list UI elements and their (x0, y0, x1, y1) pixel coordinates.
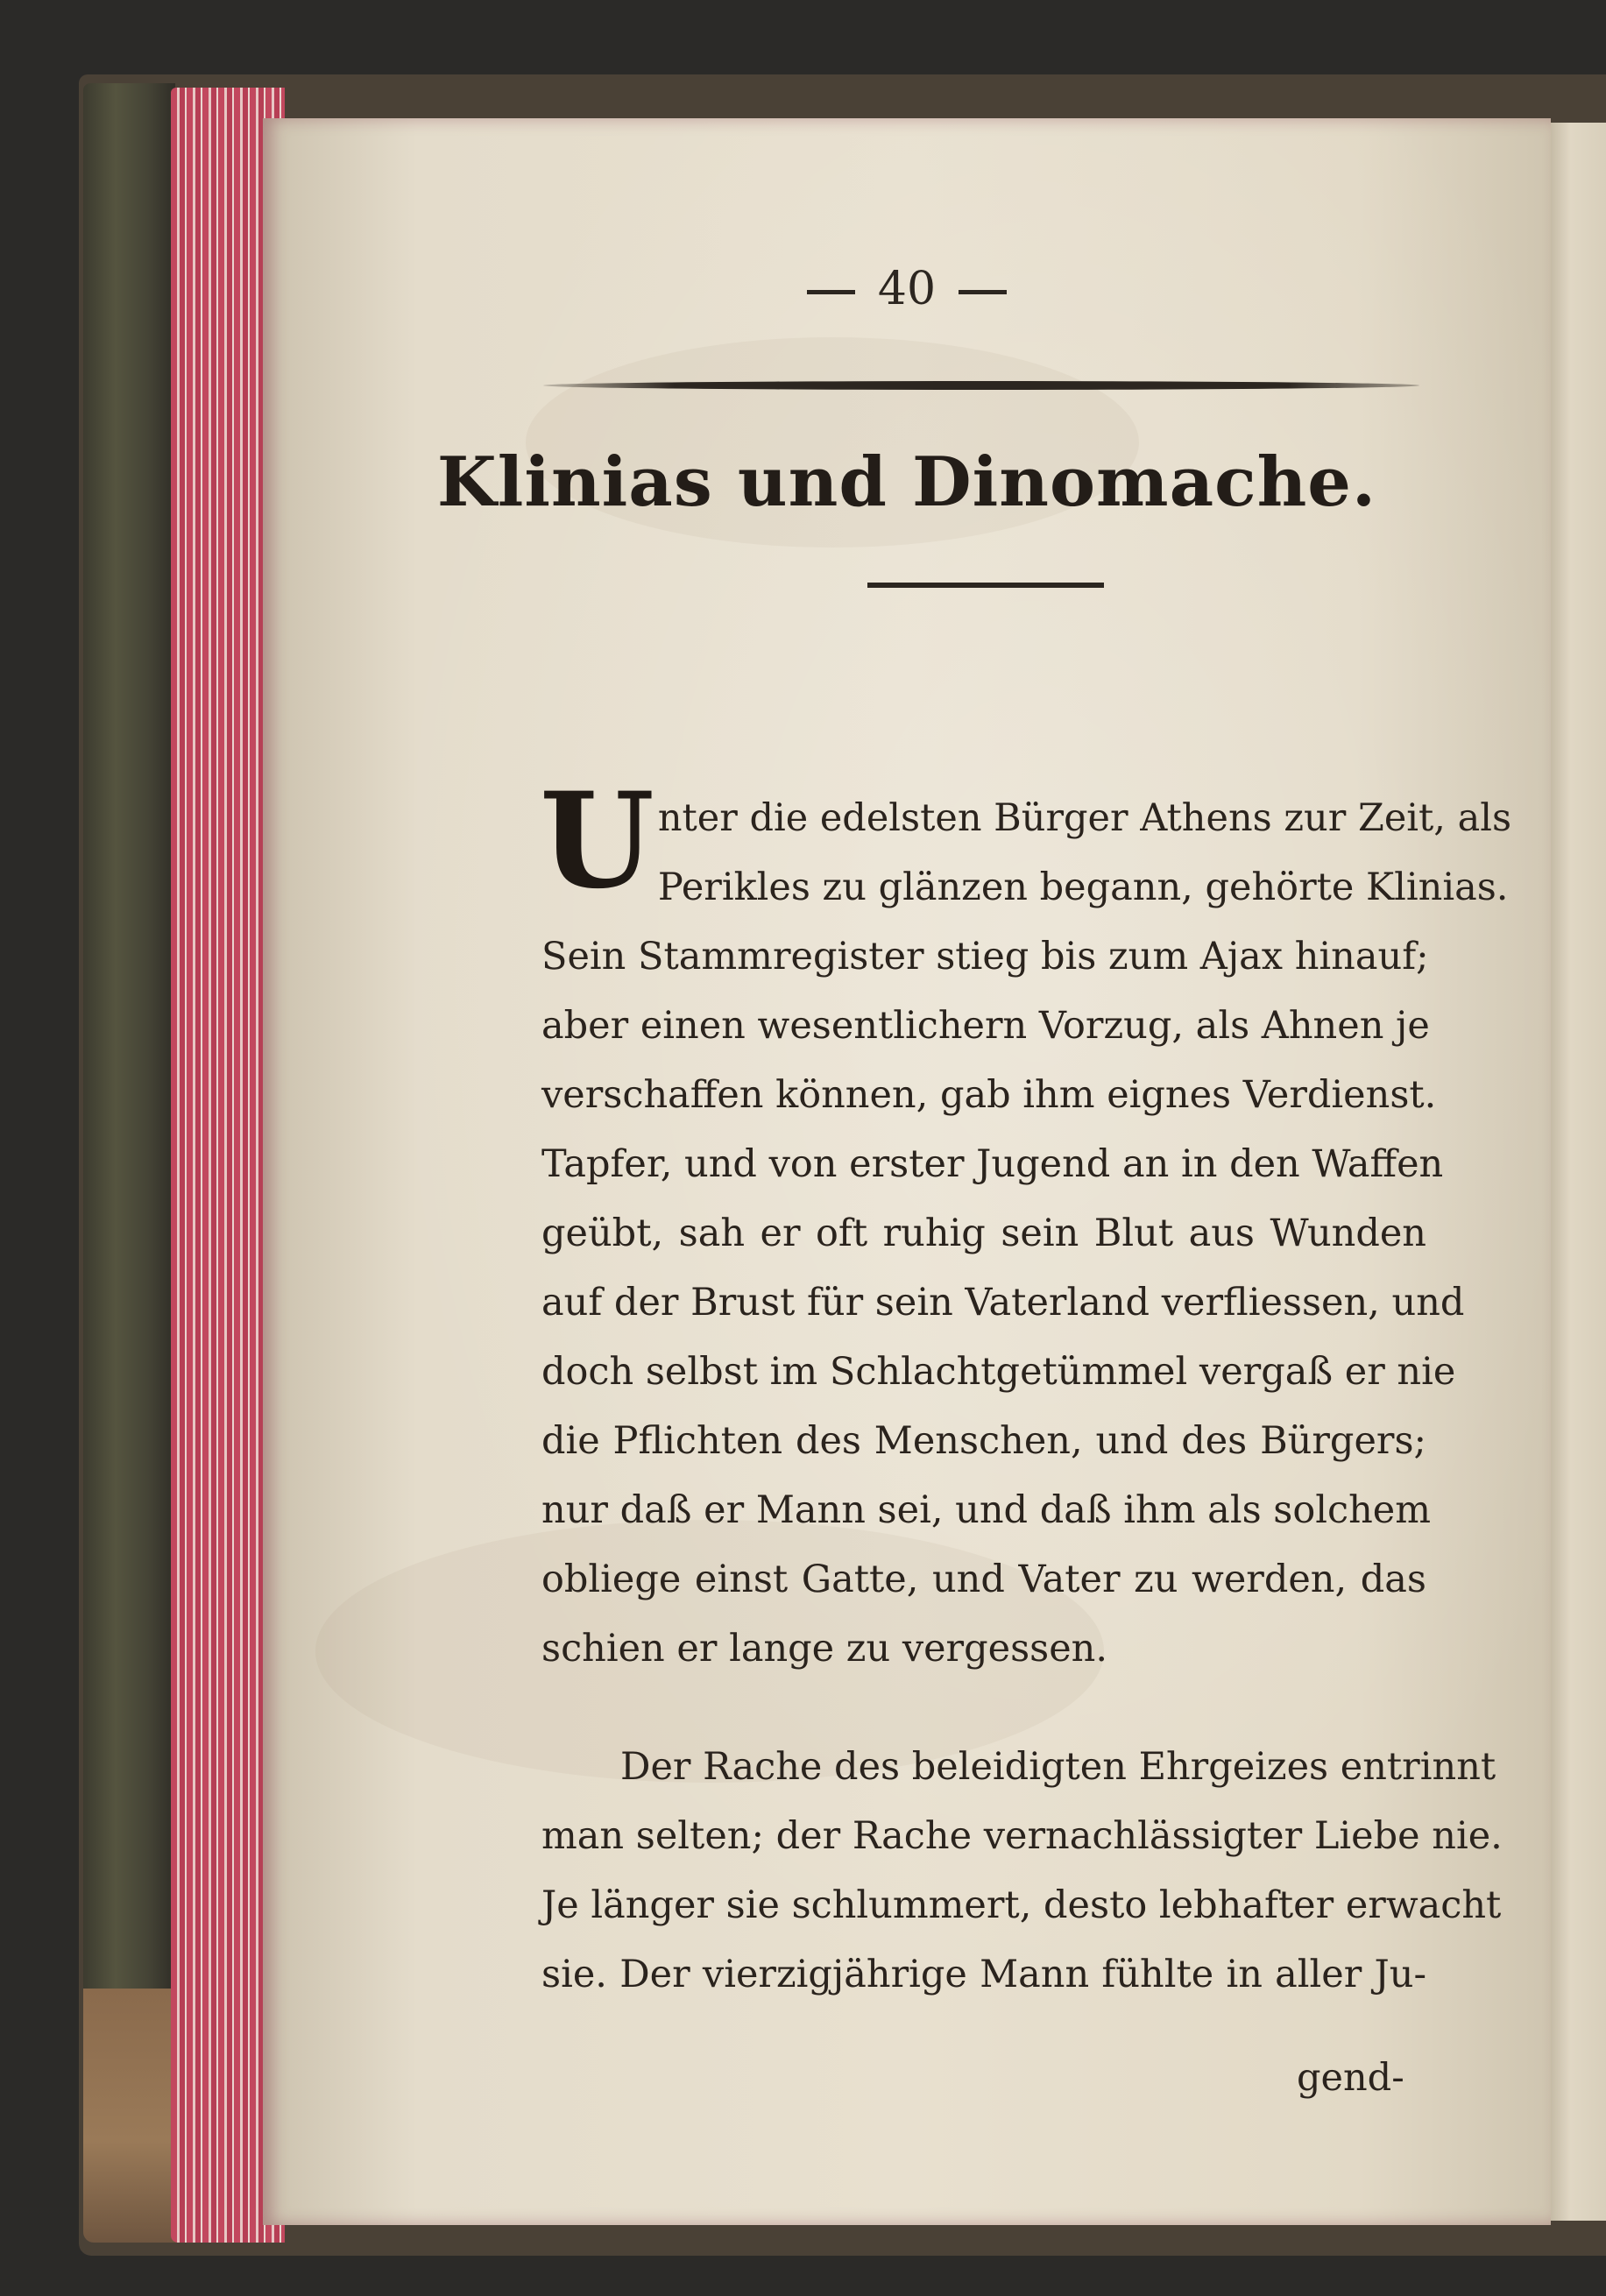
top-ornamental-rule (543, 381, 1419, 390)
book-spine (83, 83, 175, 2238)
spine-leather-wear (83, 1989, 180, 2243)
chapter-title: Klinias und Dinomache. (436, 442, 1377, 522)
text-line: obliege einst Gatte, und Vater zu werden, das (541, 1558, 1426, 1601)
paragraph-2 (541, 1733, 1503, 2010)
text-line: man selten; der Rache vernachlässigter Liebe nie. (541, 1814, 1503, 1858)
text-line: doch selbst im Schlachtgetümmel vergaß er nie (541, 1350, 1456, 1394)
title-underline (867, 583, 1104, 588)
drop-cap: U (540, 764, 654, 918)
text-line: schien er lange zu vergessen. (541, 1627, 1108, 1671)
page-number-value: 40 (877, 263, 937, 315)
text-line: nter die edelsten Bürger Athens zur Zeit, als (657, 796, 1512, 840)
text-line: Tapfer, und von erster Jugend an in den Waffen (541, 1142, 1444, 1186)
text-line: verschaffen können, gab ihm eignes Verdienst. (541, 1073, 1437, 1117)
text-line: Sein Stammregister stieg bis zum Ajax hinauf; (541, 935, 1429, 978)
text-line: die Pflichten des Menschen, und des Bürgers; (541, 1419, 1426, 1463)
catchword: gend- (1297, 2056, 1404, 2100)
page-number-dash-left (807, 290, 855, 294)
text-line: sie. Der vierzigjährige Mann fühlte in aller Ju- (541, 1953, 1426, 1996)
body-text (540, 764, 1512, 2010)
text-line: aber einen wesentlichern Vorzug, als Ahnen je (541, 1004, 1430, 1048)
facing-page-edge (1546, 123, 1606, 2221)
text-line: auf der Brust für sein Vaterland verfliessen, und (541, 1281, 1465, 1325)
paragraph-1 (540, 764, 1512, 1684)
page-number-dash-right (959, 290, 1007, 294)
text-line: Perikles zu glänzen begann, gehörte Klinias. (657, 865, 1509, 909)
text-line: geübt, sah er oft ruhig sein Blut aus Wunden (541, 1212, 1426, 1255)
book-page (263, 118, 1551, 2225)
text-line: Je länger sie schlummert, desto lebhafter erwacht (541, 1883, 1502, 1927)
page-number (263, 263, 1551, 315)
text-line: Der Rache des beleidigten Ehrgeizes entrinnt (620, 1745, 1496, 1789)
text-line: nur daß er Mann sei, und daß ihm als solchem (541, 1488, 1432, 1532)
